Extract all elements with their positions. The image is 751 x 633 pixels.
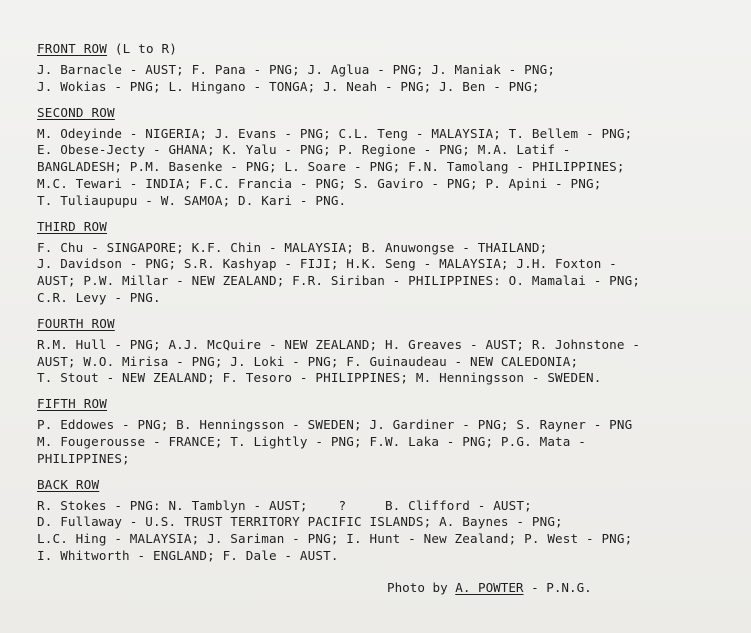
name-line: J. Davidson - PNG; S.R. Kashyap - FIJI; H.K. Seng - MALAYSIA; J.H. Foxton -: [37, 256, 617, 272]
name-line: M. Odeyinde - NIGERIA; J. Evans - PNG; C.L. Teng - MALAYSIA; T. Bellem - PNG;: [37, 125, 633, 141]
name-line: AUST; P.W. Millar - NEW ZEALAND; F.R. Siriban - PHILIPPINES: O. Mamalai - PNG;: [37, 273, 641, 289]
name-line: AUST; W.O. Mirisa - PNG; J. Loki - PNG; F. Guinaudeau - NEW CALEDONIA;: [37, 353, 579, 369]
name-line: R. Stokes - PNG: N. Tamblyn - AUST; ? B. Clifford - AUST;: [37, 497, 532, 513]
row-section: [37, 395, 731, 467]
name-line: E. Obese-Jecty - GHANA; K. Yalu - PNG; P. Regione - PNG; M.A. Latif -: [37, 142, 571, 158]
row-heading: [37, 218, 731, 236]
name-line: D. Fullaway - U.S. TRUST TERRITORY PACIFIC ISLANDS; A. Baynes - PNG;: [37, 514, 563, 530]
name-line: M. Fougerousse - FRANCE; T. Lightly - PNG; F.W. Laka - PNG; P.G. Mata -: [37, 433, 586, 449]
row-section: [37, 315, 731, 387]
name-line: J. Barnacle - AUST; F. Pana - PNG; J. Aglua - PNG; J. Maniak - PNG;: [37, 62, 556, 77]
row-heading: [37, 395, 731, 413]
name-line: R.M. Hull - PNG; A.J. McQuire - NEW ZEALAND; H. Greaves - AUST; R. Johnstone -: [37, 336, 641, 352]
name-line: I. Whitworth - ENGLAND; F. Dale - AUST.: [37, 547, 339, 563]
name-line: M.C. Tewari - INDIA; F.C. Francia - PNG; S. Gaviro - PNG; P. Apini - PNG;: [37, 175, 602, 191]
name-line: P. Eddowes - PNG; B. Henningsson - SWEDEN; J. Gardiner - PNG; S. Rayner - PNG: [37, 417, 633, 433]
name-line: F. Chu - SINGAPORE; K.F. Chin - MALAYSIA; B. Anuwongse - THAILAND;: [37, 239, 548, 255]
name-line: C.R. Levy - PNG.: [37, 289, 161, 305]
credit-name: A. POWTER: [455, 579, 524, 595]
row-section: [37, 104, 731, 210]
name-line: BANGLADESH; P.M. Basenke - PNG; L. Soare - PNG; F.N. Tamolang - PHILIPPINES;: [37, 159, 625, 175]
caption-sections: [37, 40, 731, 565]
row-heading-label: FIFTH ROW: [37, 396, 108, 412]
row-heading: [37, 476, 731, 494]
name-line: T. Stout - NEW ZEALAND; F. Tesoro - PHILIPPINES; M. Henningsson - SWEDEN.: [37, 370, 602, 386]
row-heading: [37, 315, 731, 333]
photo-credit: [37, 579, 731, 596]
name-line: PHILIPPINES;: [37, 450, 130, 466]
row-heading-label: FOURTH ROW: [37, 315, 115, 331]
name-line: J. Wokias - PNG; L. Hingano - TONGA; J. Neah - PNG; J. Ben - PNG;: [37, 78, 540, 94]
row-section: [37, 218, 731, 307]
row-heading: [37, 40, 731, 58]
row-section: [37, 40, 731, 96]
row-heading-label: THIRD ROW: [37, 218, 108, 234]
row-heading-label: SECOND ROW: [37, 104, 115, 120]
credit-suffix: - P.N.G.: [523, 579, 592, 595]
row-section: [37, 476, 731, 565]
name-line: L.C. Hing - MALAYSIA; J. Sariman - PNG; I. Hunt - New Zealand; P. West - PNG;: [37, 531, 633, 547]
row-heading-suffix: (L to R): [107, 41, 178, 56]
row-heading-label: BACK ROW: [37, 476, 100, 492]
row-heading-label: FRONT ROW: [37, 41, 108, 56]
row-heading: [37, 104, 731, 122]
credit-prefix: Photo by: [387, 579, 456, 595]
name-line: T. Tuliaupupu - W. SAMOA; D. Kari - PNG.: [37, 192, 347, 208]
